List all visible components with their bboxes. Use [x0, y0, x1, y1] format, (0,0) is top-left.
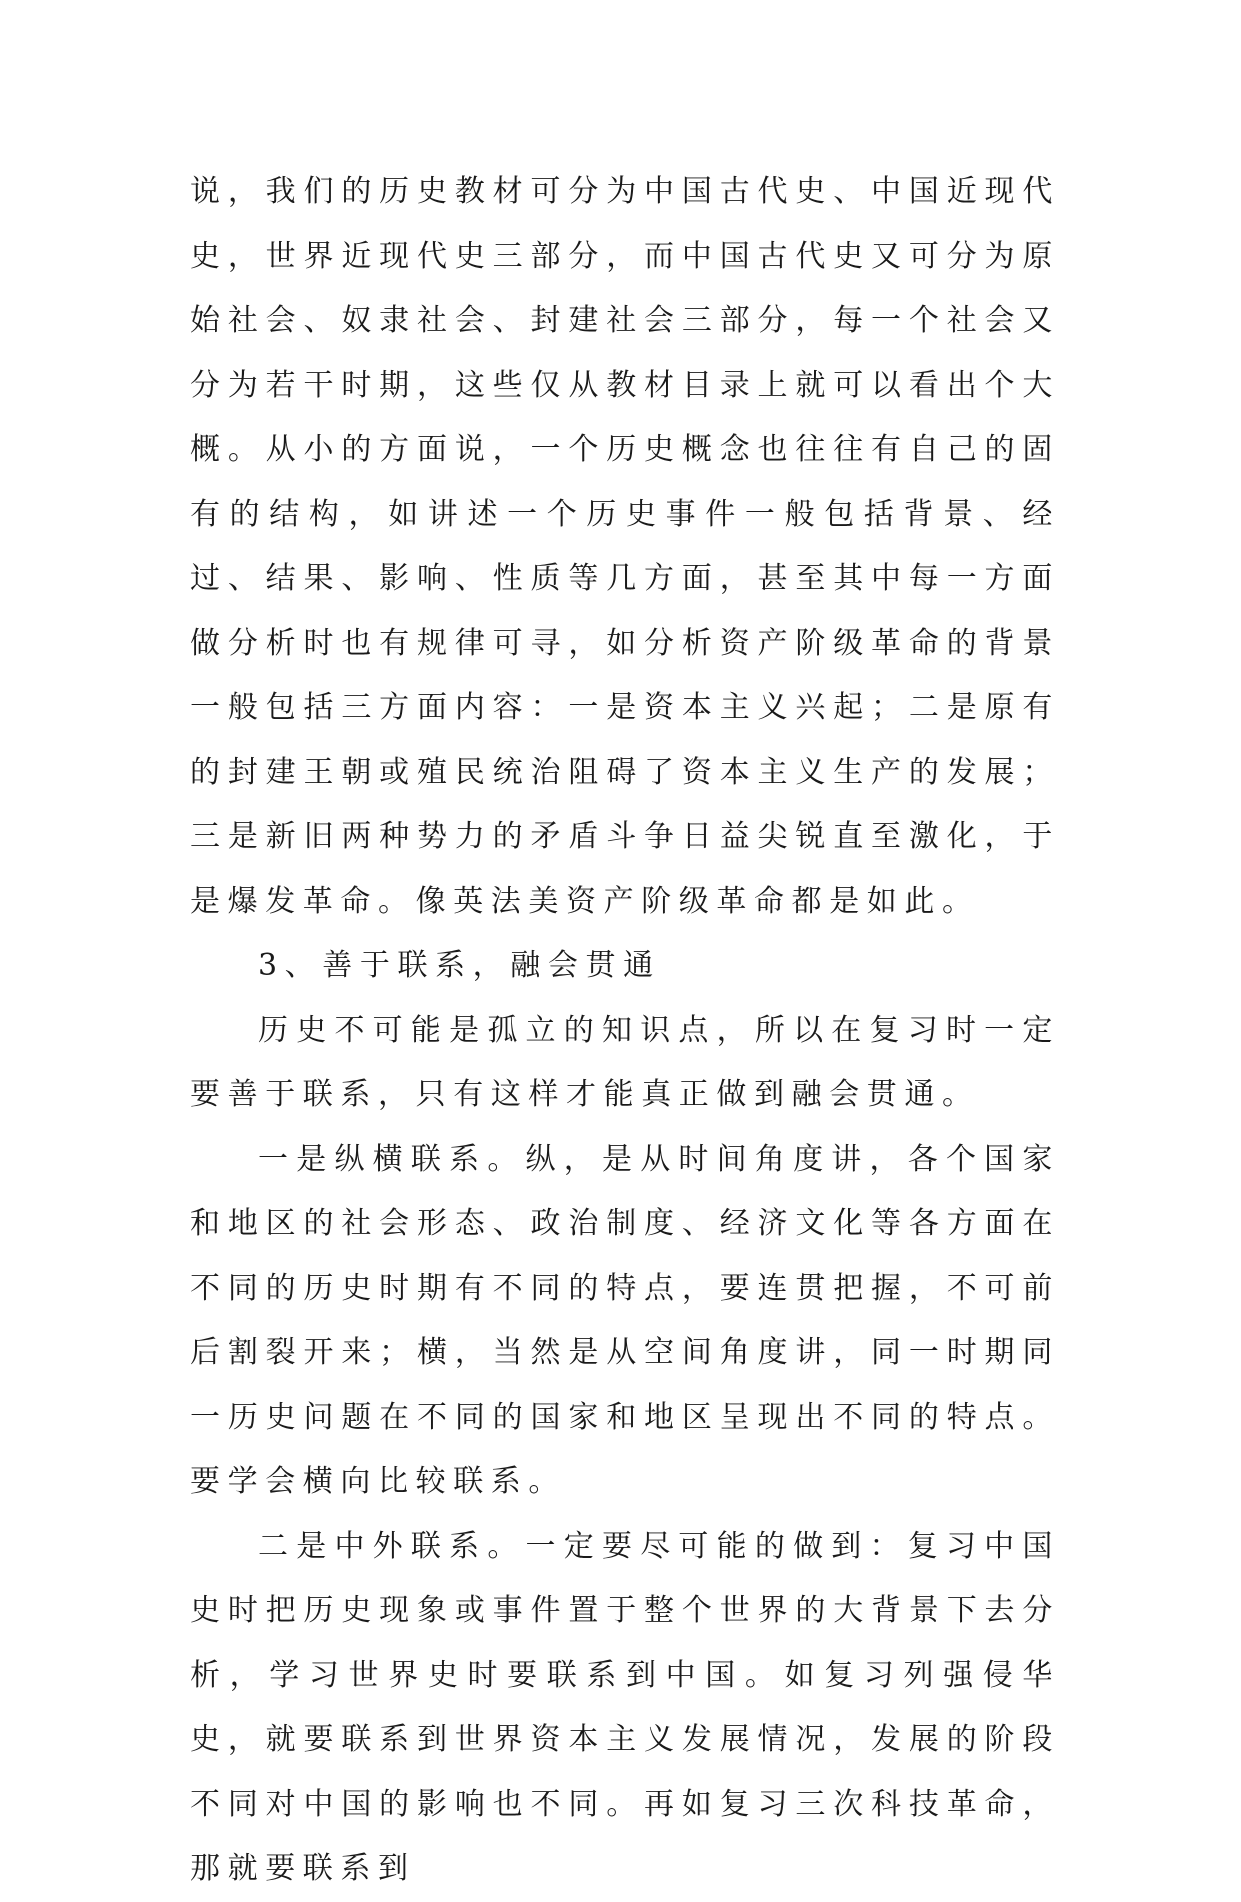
paragraph-vertical-horizontal: 一是纵横联系。纵，是从时间角度讲，各个国家和地区的社会形态、政治制度、经济文化等各方面在不同的历史时期有不同的特点，要连贯把握，不可前后割裂开来；横，当然是从空间角度讲，同一时期同一历史问题在不同的国家和地区呈现出不同的特点。要学会横向比较联系。 — [190, 1141, 1060, 1499]
document-body — [190, 160, 1060, 1902]
section-heading-connect: 3、善于联系，融会贯通 — [258, 948, 661, 983]
paragraph-china-world: 二是中外联系。一定要尽可能的做到：复习中国史时把历史现象或事件置于整个世界的大背景下去分析，学习世界史时要联系到中国。如复习列强侵华史，就要联系到世界资本主义发展情况，发展的阶段不同对中国的影响也不同。再如复习三次科技革命，那就要联系到 — [190, 1528, 1060, 1886]
paragraph-history-structure: 说，我们的历史教材可分为中国古代史、中国近现代史，世界近现代史三部分，而中国古代史又可分为原始社会、奴隶社会、封建社会三部分，每一个社会又分为若干时期，这些仅从教材目录上就可以看出个大概。从小的方面说，一个历史概念也往往有自己的固有的结构，如讲述一个历史事件一般包括背景、经过、结果、影响、性质等几方面，甚至其中每一方面做分析时也有规律可寻，如分析资产阶级革命的背景一般包括三方面内容：一是资本主义兴起；二是原有的封建王朝或殖民统治阻碍了资本主义生产的发展；三是新旧两种势力的矛盾斗争日益尖锐直至激化，于是爆发革命。像英法美资产阶级革命都是如此。 — [190, 174, 1060, 919]
paragraph-connect-intro: 历史不可能是孤立的知识点，所以在复习时一定要善于联系，只有这样才能真正做到融会贯通。 — [190, 1012, 1060, 1112]
